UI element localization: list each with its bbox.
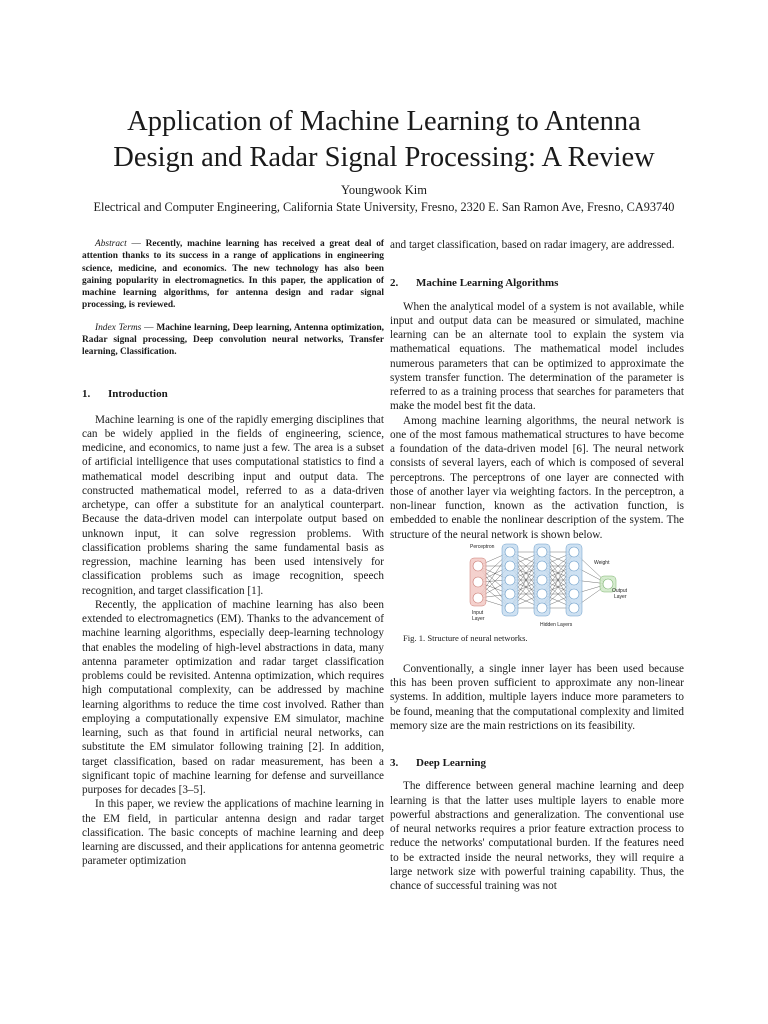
index-terms-text: Machine learning, Deep learning, Antenna optimization, Radar signal processing, Deep convolution neural networks, Transfer learning, Classification. — [82, 322, 385, 357]
title-line-1: Application of Machine Learning to Antenna — [127, 106, 641, 137]
node-layer-1-4 — [505, 603, 515, 613]
node-layer-0-2 — [473, 593, 483, 603]
section-number: 3. — [390, 757, 399, 769]
left-column — [82, 238, 384, 869]
node-layer-2-3 — [537, 589, 547, 599]
hidden-layers-label: Hidden Layers — [540, 621, 573, 628]
output-layer-label-line-1: Output — [612, 587, 628, 594]
node-layer-1-3 — [505, 589, 515, 599]
node-layer-1-1 — [505, 561, 515, 571]
paragraph-intro-1: Machine learning is one of the rapidly emerging disciplines that can be widely applied in the fields of engineering, science, medicine, and economics, to name just a few. The area is a subset of artificial intelligence that uses computational statistics to find a mathematical model describing input and output data. The constructed mathematical model, referred to as a data-driven archetype, can offer a substitute for an analytical counterpart. Because the data-driven model can interpolate output based on unknown input, it can solve regression problems. With classification problems sharing the same fundamental basis as regression, machine learning has been used intensively for classification problems such as image recognition, speech recognition, and target classification [1]. — [82, 413, 384, 597]
node-layer-3-4 — [569, 603, 579, 613]
node-layer-0-1 — [473, 577, 483, 587]
node-layer-3-2 — [569, 575, 579, 585]
node-layer-2-2 — [537, 575, 547, 585]
index-terms-label: Index Terms — [95, 322, 142, 333]
section-heading-machine-learning-algorithms — [390, 276, 684, 290]
perceptron-label: Perceptron — [470, 543, 495, 550]
abstract-text: Recently, machine learning has received a great deal of attention thanks to its success in a range of applications in engineering science, medicine, and economics. The new technology has also been gaining popularity in electromagnetics. In this paper, the application of machine learning algorithms, for antenna design and radar signal processing, is reviewed. — [82, 239, 385, 311]
abstract-label: Abstract — [95, 239, 127, 249]
right-column — [390, 238, 684, 893]
abstract-dash: — — [126, 239, 146, 249]
paragraph-dl-1: The difference between general machine learning and deep learning is that the latter uses multiple layers to enable more powerful abstractions and generalization. The conventional use of neural networks requires a prior feature extraction process to reduce the networks' computational burden. If the features need to be extracted inside the neural networks, they will require a large network size with powerful training capability. Thus, the chance of successful training was not — [390, 780, 684, 892]
index-terms — [82, 322, 384, 359]
node-layer-3-1 — [569, 561, 579, 571]
section-number: 1. — [82, 388, 91, 401]
section-title: Introduction — [108, 388, 168, 401]
index-terms-dash: — — [141, 322, 157, 333]
section-number: 2. — [390, 277, 399, 290]
input-layer-label-line-1: Input — [472, 609, 484, 616]
paragraph-ml-1: When the analytical model of a system is not available, while input and output data can be measured or simulated, machine learning can be an alternate tool to explain the system via mathematical equations. The mathematical model includes numerous parameters that can be optimized to approximate the system transfer function. The determination of the parameter is referred to as a training process that searches for parameters that make the model best fit the data. — [390, 300, 684, 413]
input-layer-label-line-2: Layer — [472, 615, 485, 622]
weight-label: Weight — [594, 559, 610, 566]
section-heading-deep-learning — [390, 756, 684, 770]
author-name: Youngwook Kim — [341, 183, 427, 197]
paragraph-ml-2: Among machine learning algorithms, the neural network is one of the most famous mathematical structures to have become a foundation of the data-driven model [6]. The neural network consists of several layers, each of which is composed of several perceptrons. The perceptrons of one layer are connected with those of another layer via weighting factors. In the perceptron, a non-linear function, known as the activation function, is embedded to enable the nonlinear description of the system. The structure of the neural network is shown below. — [390, 414, 684, 541]
node-layer-2-1 — [537, 561, 547, 571]
paragraph-intro-3-continued: and target classification, based on radar imagery, are addressed. — [390, 239, 675, 251]
node-layer-3-3 — [569, 589, 579, 599]
title-line-2: Design and Radar Signal Processing: A Review — [113, 142, 655, 173]
node-layer-1-2 — [505, 575, 515, 585]
paragraph-intro-3: In this paper, we review the applications of machine learning in the EM field, in particular antenna design and radar target classification. The basic concepts of machine learning and deep learning are discussed, and their applications for antenna geometric parameter optimization — [82, 798, 384, 868]
paper-title — [40, 104, 728, 176]
node-layer-3-0 — [569, 547, 579, 557]
node-layer-2-0 — [537, 547, 547, 557]
node-layer-2-4 — [537, 603, 547, 613]
figure-caption: Fig. 1. Structure of neural networks. — [403, 632, 528, 643]
node-layer-1-0 — [505, 547, 515, 557]
paragraph-intro-2: Recently, the application of machine learning has also been extended to electromagnetics (EM). Thanks to the advancement of machine learning algorithms, especially deep-learning technology that enables the modeling of high-level abstractions in data, many antenna parameter optimization and radar target classification problems could be revisited. Antenna optimization, which requires high computational complexity, can be addressed by machine learning algorithms to reduce the time cost involved. Rather than employing a computationally expensive EM simulator, machine learning, such as that found in artificial neural networks, can substitute the EM simulator following training [2]. In addition, target classification, based on radar measurement, has been a significant topic of machine learning for defense and surveillance purposes for decades [3–5]. — [82, 598, 384, 796]
section-title: Deep Learning — [416, 757, 486, 769]
author-affiliation: Electrical and Computer Engineering, California State University, Fresno, 2320 E. San Ramon Ave, Fresno, CA93740 — [93, 200, 675, 214]
output-layer-label-line-2: Layer — [614, 593, 627, 600]
abstract — [82, 238, 384, 312]
node-layer-0-0 — [473, 561, 483, 571]
section-title: Machine Learning Algorithms — [416, 277, 559, 290]
section-heading-introduction — [82, 387, 384, 401]
neural-network-figure — [390, 542, 630, 628]
paragraph-ml-3: Conventionally, a single inner layer has been used because this has been proven sufficient to approximate any non-linear systems. In addition, multiple layers induce more parameters to be found, meaning that the computational complexity and limited memory size are the main restrictions on its feasibility. — [390, 662, 684, 732]
